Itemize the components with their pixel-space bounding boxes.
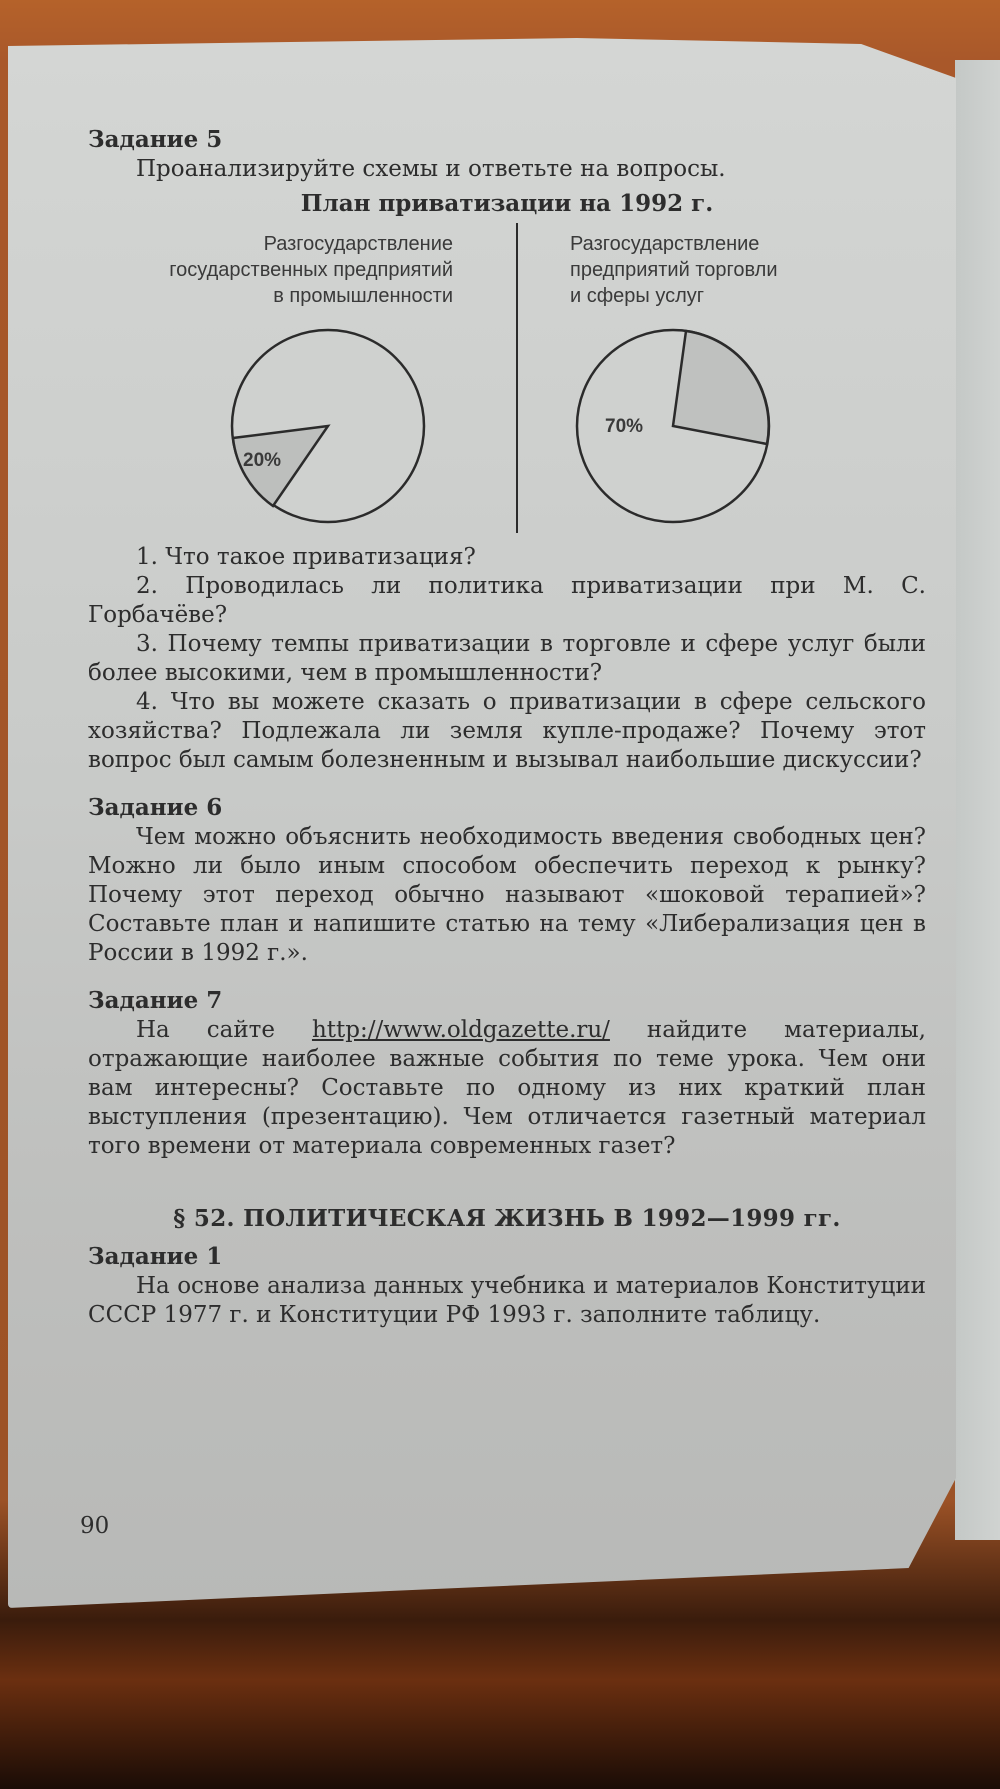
question-1: 1. Что такое приватизация? xyxy=(136,544,476,570)
page-content xyxy=(88,125,926,1330)
pie-label-20: 20% xyxy=(243,450,282,471)
question-2: 2. Проводилась ли политика приватизации при М. С. Горбачёве? xyxy=(88,573,926,628)
left-chart-caption: Разгосударствление государственных предприятий в промышленности xyxy=(169,233,453,307)
task1-text: На основе анализа данных учебника и материалов Конституции СССР 1977 г. и Конституции РФ 1993 г. заполните таблицу. xyxy=(88,1273,926,1328)
page-number: 90 xyxy=(80,1513,110,1539)
section-title: § 52. ПОЛИТИЧЕСКАЯ ЖИЗНЬ В 1992—1999 гг. xyxy=(173,1205,841,1232)
oldgazette-link[interactable]: http://www.oldgazette.ru/ xyxy=(311,1017,610,1043)
question-3: 3. Почему темпы приватизации в торговле и сфере услуг были более высокими, чем в промышленности? xyxy=(88,631,926,686)
pie-chart-industry xyxy=(228,326,428,526)
right-chart-caption: Разгосударствление предприятий торговли и сферы услуг xyxy=(570,233,778,307)
task7-text: На сайте http://www.oldgazette.ru/ найдите материалы, отражающие наиболее важные события по теме урока. Чем они вам интересны? Составьте по одному из них краткий план выступления (презентацию). Чем отличается газетный материал того времени от материала современных газет? xyxy=(88,1017,926,1159)
task6-title: Задание 6 xyxy=(88,794,223,821)
task6-text: Чем можно объяснить необходимость введения свободных цен? Можно ли было иным способом обеспечить переход к рынку? Почему этот переход обычно называют «шоковой терапией»? Составьте план и напишите статью на тему «Либерализация цен в России в 1992 г.». xyxy=(88,824,926,966)
pie-charts xyxy=(88,223,926,543)
task1-title: Задание 1 xyxy=(88,1243,223,1270)
pie-chart-trade xyxy=(573,326,773,526)
question-4: 4. Что вы можете сказать о приватизации в сфере сельского хозяйства? Подлежала ли земля купле-продаже? Почему этот вопрос был самым болезненным и вызывал наибольшие дискуссии? xyxy=(88,689,926,773)
task5-title: Задание 5 xyxy=(88,126,223,153)
next-page-edge xyxy=(955,60,1000,1540)
pie-label-70: 70% xyxy=(605,416,644,437)
task5-instruction: Проанализируйте схемы и ответьте на вопросы. xyxy=(136,156,726,182)
task7-title: Задание 7 xyxy=(88,987,223,1014)
task5-questions xyxy=(88,543,926,775)
chart-divider xyxy=(516,223,518,533)
chart-title: План приватизации на 1992 г. xyxy=(300,190,714,217)
